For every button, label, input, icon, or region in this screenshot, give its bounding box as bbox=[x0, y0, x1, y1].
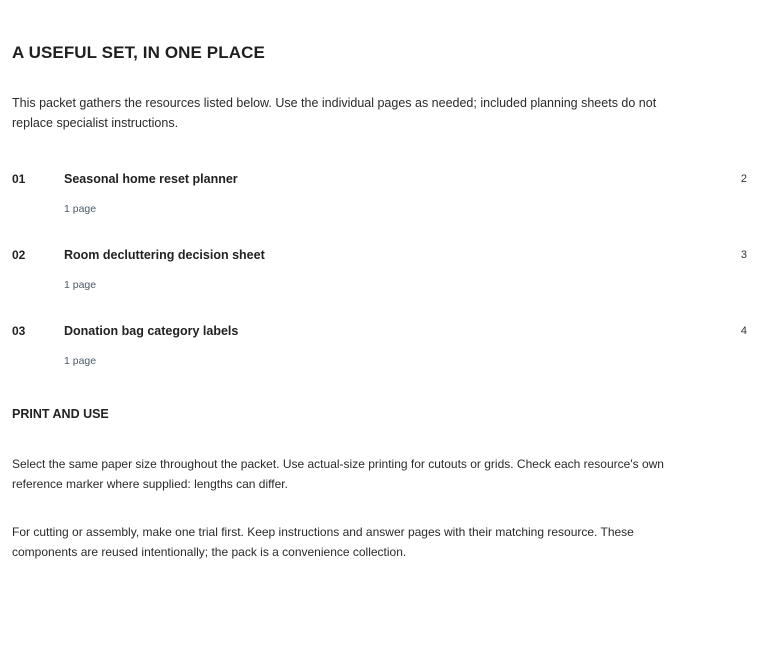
contents-list bbox=[12, 172, 748, 400]
contents-item-title: Seasonal home reset planner bbox=[64, 172, 238, 186]
assembly-instructions-paragraph: For cutting or assembly, make one trial first. Keep instructions and answer pages with their matching resource. These components are reused intentionally; the pack is a convenience collection. bbox=[12, 525, 634, 559]
intro-text: This packet gathers the resources listed below. Use the individual pages as needed; included planning sheets do not replace specialist instructions. bbox=[12, 96, 657, 130]
contents-item bbox=[12, 248, 748, 324]
contents-item-page-count: 1 page bbox=[64, 355, 97, 367]
contents-item-title: Donation bag category labels bbox=[64, 324, 239, 338]
contents-item-page-ref: 2 bbox=[740, 173, 747, 185]
contents-item-number: 01 bbox=[12, 172, 26, 186]
contents-item-page-count: 1 page bbox=[64, 279, 97, 291]
contents-item bbox=[12, 172, 748, 248]
page-title: A USEFUL SET, IN ONE PLACE bbox=[12, 43, 265, 62]
contents-item-page-ref: 4 bbox=[740, 325, 747, 337]
contents-item-title: Room decluttering decision sheet bbox=[64, 248, 265, 262]
contents-item-page-ref: 3 bbox=[740, 249, 747, 261]
contents-item bbox=[12, 324, 748, 400]
contents-item-number: 02 bbox=[12, 248, 26, 262]
contents-item-page-count: 1 page bbox=[64, 203, 97, 215]
print-and-use-heading: PRINT AND USE bbox=[12, 407, 109, 421]
contents-item-number: 03 bbox=[12, 324, 26, 338]
print-instructions-paragraph: Select the same paper size throughout the packet. Use actual-size printing for cutouts or grids. Check each resource's own reference marker where supplied: lengths can differ. bbox=[12, 457, 664, 491]
